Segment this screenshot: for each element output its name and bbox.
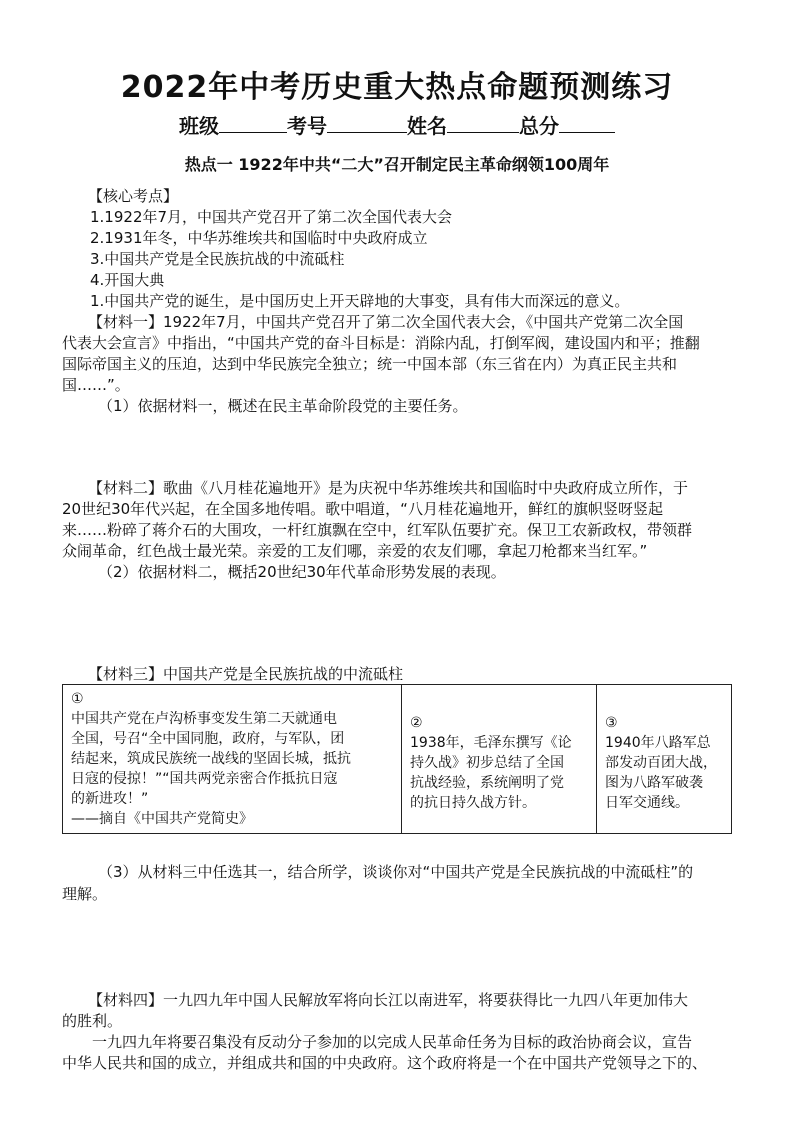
material4-line: 【材料四】一九四九年中国人民解放军将向长江以南进军，将要获得比一九四八年更加伟大 [88,991,689,1009]
cell-line: 的抗日持久战方针。 [410,795,536,811]
material2-line: 20世纪30年代兴起，在全国多地传唱。歌中唱道，“八月桂花遍地开，鲜红的旗帜竖呀竖起 [62,500,663,518]
cell-line: 1938年，毛泽东撰写《论 [410,735,572,751]
name-blank[interactable] [447,114,519,133]
material2-line: 【材料二】歌曲《八月桂花遍地开》是为庆祝中华苏维埃共和国临时中央政府成立所作，于 [88,479,689,497]
material3-table [62,684,732,834]
cell-line: 全国，号召“全中国同胞，政府，与军队，团 [71,731,345,747]
material4-line: 一九四九年将要召集没有反动分子参加的以完成人民革命任务为目标的政治协商会议，宣告 [92,1033,693,1051]
material1-line: 代表大会宣言》中指出，“中国共产党的奋斗目标是：消除内乱，打倒军阀，建设国内和平；推翻 [62,334,700,352]
cell-line: 持久战》初步总结了全国 [410,755,564,771]
question-3-cont: 理解。 [62,885,108,903]
cell-number: ① [71,691,84,707]
material1-line: 国……”。 [62,376,130,394]
class-blank[interactable] [219,114,287,133]
cell-line: 部发动百团大战， [605,755,717,771]
name-label: 姓名 [407,114,447,138]
cell-line: 抗战经验，系统阐明了党 [410,775,564,791]
material3-row [63,685,732,834]
cell-number: ② [410,715,423,731]
material4-line: 中华人民共和国的成立，并组成共和国的中央政府。这个政府将是一个在中国共产党领导之下的、 [62,1054,708,1072]
cell-line: 中国共产党在卢沟桥事变发生第二天就通电 [71,711,337,727]
material1-line: 国际帝国主义的压迫，达到中华民族完全独立；统一中国本部（东三省在内）为真正民主共和 [62,355,678,373]
number-blank[interactable] [327,114,407,133]
cell-line: 图为八路军破袭 [605,775,703,791]
cell-source: ——摘自《中国共产党简史》 [71,811,253,827]
core-item: 2.1931年冬，中华苏维埃共和国临时中央政府成立 [90,229,428,247]
cell-line: 日军交通线。 [605,795,689,811]
material3-cell-1 [63,685,402,834]
core-item: 1.1922年7月，中国共产党召开了第二次全国代表大会 [90,208,453,226]
score-label: 总分 [519,114,559,138]
core-item: 4.开国大典 [90,271,165,289]
cell-line: 日寇的侵掠！”“国共两党亲密合作抵抗日寇 [71,771,338,787]
cell-line: 结起来，筑成民族统一战线的坚固长城，抵抗 [71,751,351,767]
page-title: 2022年中考历史重大热点命题预测练习 [120,70,674,105]
hotspot-title: 热点一 1922年中共“二大”召开制定民主革命纲领100周年 [184,155,610,174]
material4-line: 的胜利。 [62,1012,123,1030]
cell-line: 的新进攻！” [71,791,149,807]
material3-cell-3 [597,685,732,834]
question-1: （1）依据材料一，概述在民主革命阶段党的主要任务。 [98,397,468,415]
question-2: （2）依据材料二，概括20世纪30年代革命形势发展的表现。 [98,563,506,581]
material1-line: 【材料一】1922年7月，中国共产党召开了第二次全国代表大会，《中国共产党第二次全国 [88,313,684,331]
core-item: 1.中国共产党的诞生，是中国历史上开天辟地的大事变，具有伟大而深远的意义。 [90,292,630,310]
number-label: 考号 [287,114,327,138]
material3-heading: 【材料三】中国共产党是全民族抗战的中流砥柱 [88,665,404,683]
core-item: 3.中国共产党是全民族抗战的中流砥柱 [90,250,345,268]
material2-line: 来……粉碎了蒋介石的大围攻，一杆红旗飘在空中，红军队伍要扩充。保卫工农新政权，带领群 [62,521,693,539]
student-info-line [0,110,794,139]
material2-line: 众闹革命，红色战士最光荣。亲爱的工友们哪，亲爱的农友们哪，拿起刀枪都来当红军。” [62,542,648,560]
cell-number: ③ [605,715,618,731]
class-label: 班级 [179,114,219,138]
question-3: （3）从材料三中任选其一，结合所学，谈谈你对“中国共产党是全民族抗战的中流砥柱”的 [98,863,694,881]
material3-cell-2 [402,685,597,834]
score-blank[interactable] [559,114,615,133]
cell-line: 1940年八路军总 [605,735,711,751]
core-heading: 【核心考点】 [88,187,179,205]
